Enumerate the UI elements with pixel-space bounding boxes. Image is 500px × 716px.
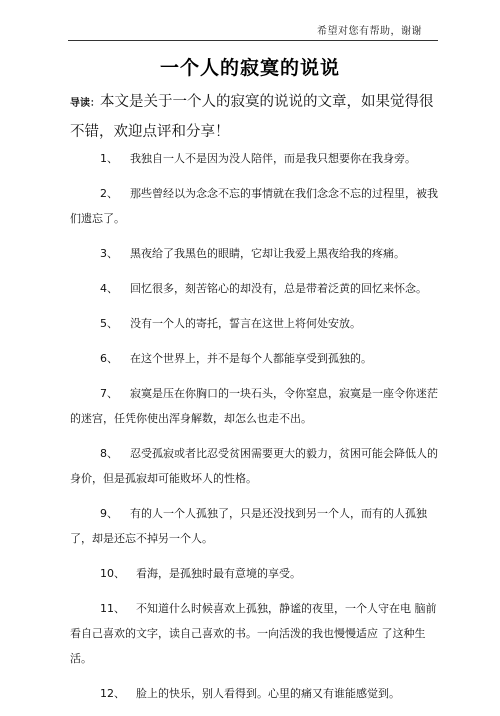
list-item [70, 561, 442, 586]
page-title: 一个人的寂寞的说说 [159, 57, 340, 79]
quote-list [70, 146, 442, 716]
intro-lead: 导读： [70, 98, 100, 109]
item-text: 回忆很多，刻苦铭心的却没有，总是带着泛黄的回忆来怀念。 [130, 282, 427, 295]
item-text: 没有一个人的寄托，誓言在这世上将何处安放。 [130, 317, 361, 330]
item-number: 8、 [100, 447, 118, 460]
list-item [70, 181, 442, 231]
item-number: 12、 [100, 687, 125, 700]
item-number: 2、 [100, 187, 118, 200]
list-item [70, 441, 442, 491]
list-item [70, 681, 442, 706]
item-text: 脸上的快乐，别人看得到。心里的痛又有谁能感觉到。 [136, 687, 400, 700]
item-text: 看海，是孤独时最有意境的享受。 [136, 567, 301, 580]
list-item [70, 596, 442, 671]
item-text: 寂寞是压在你胸口的一块石头，令你窒息，寂寞是一座令你迷茫的迷宫，任凭你使出浑身解数，却怎么也走不出。 [70, 387, 438, 425]
list-item [70, 311, 442, 336]
header-divider [68, 40, 438, 41]
item-text: 不知道什么时候喜欢上孤独，静谧的夜里，一个人守在电 脑前看自己喜欢的文字，读自己喜欢的书。一向活泼的我也慢慢适应 了这种生活。 [70, 602, 437, 665]
item-text: 忍受孤寂或者比忍受贫困需要更大的毅力，贫困可能会降低人的身价，但是孤寂却可能败坏人的性格。 [70, 447, 438, 485]
header-note: 希望对您有帮助，谢谢 [317, 26, 422, 37]
list-item [70, 346, 442, 371]
item-number: 1、 [100, 152, 118, 165]
item-number: 10、 [100, 567, 125, 580]
item-number: 11、 [100, 602, 125, 615]
item-text: 我独自一人不是因为没人陪伴，而是我只想要你在我身旁。 [130, 152, 416, 165]
intro-paragraph [70, 88, 440, 146]
list-item [70, 241, 442, 266]
item-number: 4、 [100, 282, 118, 295]
list-item [70, 501, 442, 551]
list-item [70, 381, 442, 431]
item-number: 7、 [100, 387, 118, 400]
item-number: 9、 [100, 507, 118, 520]
item-text: 黑夜给了我黑色的眼睛，它却让我爱上黑夜给我的疼痛。 [130, 247, 405, 260]
list-item [70, 146, 442, 171]
item-number: 5、 [100, 317, 118, 330]
item-text: 有的人一个人孤独了，只是还没找到另一个人，而有的人孤独了，却是还忘不掉另一个人。 [70, 507, 427, 545]
item-number: 6、 [100, 352, 118, 365]
item-text: 那些曾经以为念念不忘的事情就在我们念念不忘的过程里，被我们遗忘了。 [70, 187, 438, 225]
intro-text: 本文是关于一个人的寂寞的说说的文章，如果觉得很不错，欢迎点评和分享！ [70, 94, 434, 140]
list-item [70, 276, 442, 301]
item-number: 3、 [100, 247, 118, 260]
item-text: 在这个世界上，并不是每个人都能享受到孤独的。 [130, 352, 372, 365]
